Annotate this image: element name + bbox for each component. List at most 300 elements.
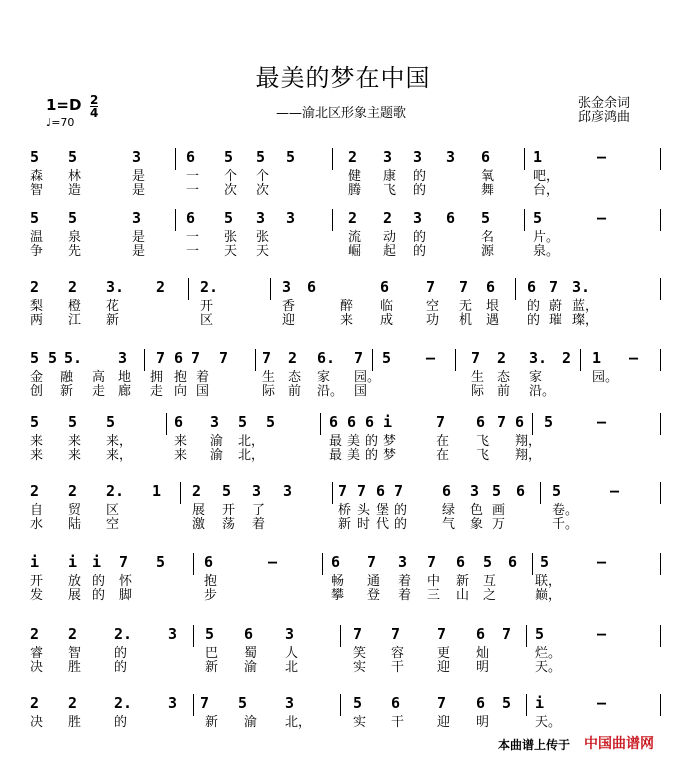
lyrics-verse-1 <box>0 435 686 449</box>
note: – <box>426 349 436 367</box>
lyric-char: 的 <box>394 503 408 518</box>
lyric-char: 山 <box>456 588 470 603</box>
lyric-char: 氧 <box>481 169 495 184</box>
note: 6 <box>376 482 386 500</box>
note: – <box>597 694 607 712</box>
lyric-char: 地 <box>118 370 132 385</box>
lyric-char: 三 <box>427 588 441 603</box>
composer-credit: 邱彦鸿曲 <box>578 110 631 125</box>
lyric-char: 决 <box>30 660 44 675</box>
lyric-char: 是 <box>132 244 146 259</box>
bar-line <box>332 148 333 170</box>
note: 3 <box>285 694 295 712</box>
lyric-char: 之 <box>483 588 497 603</box>
lyric-char: 来 <box>68 434 82 449</box>
lyric-char: 卷。 <box>552 503 579 518</box>
note: 7 <box>391 625 401 643</box>
lyric-char: 台， <box>533 183 560 198</box>
lyric-char: 贸 <box>68 503 82 518</box>
note: 7 <box>426 278 436 296</box>
lyric-char: 抱 <box>174 370 188 385</box>
lyric-char: 醉 <box>340 299 354 314</box>
lyricist-credit: 张金余词 <box>578 96 631 111</box>
time-signature-bottom: 4 <box>90 106 99 120</box>
note: 2. <box>106 482 125 500</box>
lyrics-verse-1 <box>0 647 686 661</box>
lyric-char: 来 <box>174 434 188 449</box>
lyric-char: 登 <box>367 588 381 603</box>
note: – <box>597 553 607 571</box>
note: 5 <box>286 148 296 166</box>
lyric-char: 态 <box>497 370 511 385</box>
lyric-char: 花 <box>106 299 120 314</box>
lyric-char: 展 <box>192 503 206 518</box>
lyric-char: 国 <box>354 384 368 399</box>
lyric-char: 创 <box>30 384 44 399</box>
lyric-char: 中 <box>427 574 441 589</box>
lyric-char: 在 <box>436 434 450 449</box>
bar-line <box>524 209 525 231</box>
note: 6 <box>516 482 526 500</box>
bar-line <box>660 349 661 371</box>
lyric-char: 迎 <box>437 715 451 730</box>
lyric-char: 灿 <box>476 646 490 661</box>
note: 3 <box>256 209 266 227</box>
note: 6. <box>317 349 336 367</box>
bar-line <box>166 413 167 435</box>
lyric-char: 森 <box>30 169 44 184</box>
lyric-char: 北， <box>238 434 265 449</box>
note: 7 <box>156 349 166 367</box>
note: 3 <box>132 209 142 227</box>
lyric-char: 两 <box>30 313 44 328</box>
lyrics-verse-2 <box>0 449 686 463</box>
notes-line <box>0 148 686 168</box>
lyric-char: 代 <box>376 517 390 532</box>
lyric-char: 园。 <box>592 370 619 385</box>
lyric-char: 画 <box>492 503 506 518</box>
notes-line <box>0 278 686 298</box>
note: 7 <box>502 625 512 643</box>
lyric-char: 新 <box>205 660 219 675</box>
lyric-char: 飞 <box>383 183 397 198</box>
lyric-char: 新 <box>456 574 470 589</box>
lyric-char: 国 <box>196 384 210 399</box>
lyric-char: 个 <box>224 169 238 184</box>
note: 5 <box>30 413 40 431</box>
lyric-char: 实 <box>353 715 367 730</box>
note: 6 <box>476 694 486 712</box>
note: 6 <box>204 553 214 571</box>
note: 7 <box>200 694 210 712</box>
lyric-char: 蓝， <box>572 299 599 314</box>
lyric-char: 来， <box>106 434 133 449</box>
lyric-char: 金 <box>30 370 44 385</box>
note: 7 <box>436 413 446 431</box>
lyric-char: 成 <box>380 313 394 328</box>
note: 5 <box>222 482 232 500</box>
note: – <box>629 349 639 367</box>
note: 2 <box>383 209 393 227</box>
lyric-char: 次 <box>256 183 270 198</box>
note: 5 <box>48 349 58 367</box>
note: – <box>597 413 607 431</box>
note: 3 <box>446 148 456 166</box>
lyric-char: 天。 <box>535 715 562 730</box>
lyric-char: 的 <box>365 434 379 449</box>
note: 5 <box>552 482 562 500</box>
lyrics-verse-1 <box>0 371 686 385</box>
bar-line <box>660 625 661 647</box>
lyric-char: 动 <box>383 230 397 245</box>
lyric-char: 迎 <box>282 313 296 328</box>
note: 6 <box>515 413 525 431</box>
lyrics-verse-1 <box>0 716 686 730</box>
lyric-char: 色 <box>470 503 484 518</box>
note: 3 <box>286 209 296 227</box>
lyric-char: 融 <box>60 370 74 385</box>
note: 7 <box>119 553 129 571</box>
lyric-char: 北 <box>285 660 299 675</box>
song-subtitle: ——渝北区形象主题歌 <box>276 106 407 121</box>
note: 3 <box>210 413 220 431</box>
note: 7 <box>262 349 272 367</box>
note: 2 <box>30 278 40 296</box>
note: 6 <box>365 413 375 431</box>
lyric-char: 自 <box>30 503 44 518</box>
lyric-char: 的 <box>114 646 128 661</box>
note: 2 <box>30 694 40 712</box>
lyric-char: 北， <box>285 715 312 730</box>
lyric-char: 智 <box>30 183 44 198</box>
bar-line <box>193 694 194 716</box>
note: 7 <box>354 349 364 367</box>
score-row <box>0 209 686 259</box>
lyric-char: 橙 <box>68 299 82 314</box>
lyric-char: 一 <box>186 244 200 259</box>
site-logo: 中国曲谱网 <box>584 736 654 752</box>
lyric-char: 蔚 <box>549 299 563 314</box>
lyrics-verse-1 <box>0 300 686 314</box>
bar-line <box>540 482 541 504</box>
lyric-char: 无 <box>459 299 473 314</box>
bar-line <box>660 694 661 716</box>
lyric-char: 走 <box>92 384 106 399</box>
lyric-char: 怀 <box>119 574 133 589</box>
note: 7 <box>394 482 404 500</box>
lyric-char: 来 <box>30 434 44 449</box>
note: 3 <box>132 148 142 166</box>
lyric-char: 区 <box>200 313 214 328</box>
lyric-char: 智 <box>68 646 82 661</box>
bar-line <box>455 349 456 371</box>
notes-line <box>0 553 686 573</box>
lyric-char: 更 <box>437 646 451 661</box>
note: 3. <box>106 278 125 296</box>
lyric-char: 开 <box>200 299 214 314</box>
lyric-char: 新 <box>106 313 120 328</box>
lyric-char: 张 <box>224 230 238 245</box>
lyric-char: 胜 <box>68 715 82 730</box>
bar-line <box>175 148 176 170</box>
lyric-char: 展 <box>68 588 82 603</box>
note: 5 <box>106 413 116 431</box>
lyric-char: 放 <box>68 574 82 589</box>
lyric-char: 来 <box>174 448 188 463</box>
note: 3 <box>413 209 423 227</box>
lyric-char: 拥 <box>150 370 164 385</box>
note: 2 <box>68 482 78 500</box>
lyric-char: 泉 <box>68 230 82 245</box>
note: 7 <box>338 482 348 500</box>
lyric-char: 美 <box>347 434 361 449</box>
note: 5 <box>238 694 248 712</box>
lyric-char: 梦 <box>383 448 397 463</box>
lyric-char: 干 <box>391 660 405 675</box>
lyric-char: 互 <box>483 574 497 589</box>
note: 2 <box>30 482 40 500</box>
note: 5 <box>238 413 248 431</box>
bar-line <box>660 278 661 300</box>
lyric-char: 发 <box>30 588 44 603</box>
lyric-char: 一 <box>186 183 200 198</box>
note: 5 <box>353 694 363 712</box>
lyric-char: 功 <box>426 313 440 328</box>
notes-line <box>0 482 686 502</box>
note: 6 <box>307 278 317 296</box>
lyric-char: 江 <box>68 313 82 328</box>
time-signature <box>90 94 98 119</box>
note: 6 <box>446 209 456 227</box>
lyric-char: 的 <box>92 588 106 603</box>
score-row <box>0 278 686 328</box>
score-row <box>0 625 686 675</box>
lyric-char: 荡 <box>222 517 236 532</box>
lyric-char: 垠 <box>486 299 500 314</box>
lyrics-verse-1 <box>0 504 686 518</box>
lyrics-verse-2 <box>0 245 686 259</box>
lyric-char: 是 <box>132 169 146 184</box>
note: 3 <box>283 482 293 500</box>
bar-line <box>660 209 661 231</box>
note: 5 <box>540 553 550 571</box>
bar-line <box>188 278 189 300</box>
lyric-char: 康 <box>383 169 397 184</box>
note: 5 <box>535 625 545 643</box>
note: 1 <box>592 349 602 367</box>
note: 2 <box>68 278 78 296</box>
note: 7 <box>437 625 447 643</box>
lyric-char: 天。 <box>535 660 562 675</box>
note: 3 <box>413 148 423 166</box>
note: 3 <box>285 625 295 643</box>
bar-line <box>193 553 194 575</box>
lyric-char: 香 <box>282 299 296 314</box>
lyric-char: 向 <box>174 384 188 399</box>
lyric-char: 胜 <box>68 660 82 675</box>
lyric-char: 千。 <box>552 517 579 532</box>
lyric-char: 来 <box>68 448 82 463</box>
upload-note: 本曲谱上传于 <box>498 738 571 752</box>
lyric-char: 堡 <box>376 503 390 518</box>
note: 6 <box>186 148 196 166</box>
score-row <box>0 694 686 734</box>
note: 7 <box>549 278 559 296</box>
lyric-char: 蜀 <box>244 646 258 661</box>
lyric-char: 迎 <box>437 660 451 675</box>
bar-line <box>320 413 321 435</box>
note: 7 <box>219 349 229 367</box>
lyric-char: 绿 <box>442 503 456 518</box>
note: 5 <box>68 209 78 227</box>
lyric-char: 开 <box>30 574 44 589</box>
lyric-char: 巅， <box>535 588 562 603</box>
note: 5 <box>502 694 512 712</box>
note: 7 <box>459 278 469 296</box>
bar-line <box>332 482 333 504</box>
lyric-char: 的 <box>365 448 379 463</box>
time-signature-top: 2 <box>90 93 99 107</box>
note: 7 <box>497 413 507 431</box>
lyric-char: 时 <box>357 517 371 532</box>
lyric-char: 廊 <box>118 384 132 399</box>
lyric-char: 巴 <box>205 646 219 661</box>
note: 2 <box>562 349 572 367</box>
lyric-char: 渝 <box>244 660 258 675</box>
lyric-char: 造 <box>68 183 82 198</box>
lyric-char: 是 <box>132 183 146 198</box>
lyric-char: 态 <box>288 370 302 385</box>
lyric-char: 生 <box>471 370 485 385</box>
lyrics-verse-2 <box>0 589 686 603</box>
note: 7 <box>437 694 447 712</box>
lyrics-verse-1 <box>0 575 686 589</box>
lyric-char: 的 <box>413 230 427 245</box>
note: 2 <box>68 625 78 643</box>
lyric-char: 烂。 <box>535 646 562 661</box>
note: 2 <box>68 694 78 712</box>
lyric-char: 决 <box>30 715 44 730</box>
note: 2 <box>348 148 358 166</box>
bar-line <box>580 349 581 371</box>
lyric-char: 人 <box>285 646 299 661</box>
notes-line <box>0 694 686 714</box>
lyric-char: 在 <box>436 448 450 463</box>
lyric-char: 前 <box>497 384 511 399</box>
lyric-char: 遇 <box>486 313 500 328</box>
lyric-char: 起 <box>383 244 397 259</box>
lyric-char: 步 <box>204 588 218 603</box>
note: 6 <box>527 278 537 296</box>
note: 5 <box>544 413 554 431</box>
lyric-char: 天 <box>224 244 238 259</box>
score-row <box>0 148 686 198</box>
lyric-char: 吧， <box>533 169 560 184</box>
bar-line <box>270 278 271 300</box>
lyric-char: 的 <box>114 660 128 675</box>
note: 2 <box>288 349 298 367</box>
lyric-char: 璀 <box>549 313 563 328</box>
note: 5 <box>481 209 491 227</box>
bar-line <box>660 482 661 504</box>
note: 3 <box>252 482 262 500</box>
bar-line <box>193 625 194 647</box>
note: 2 <box>156 278 166 296</box>
lyric-char: 走 <box>150 384 164 399</box>
note: 2 <box>30 625 40 643</box>
note: 1 <box>152 482 162 500</box>
note: 6 <box>186 209 196 227</box>
lyric-char: 象 <box>470 517 484 532</box>
lyric-char: 的 <box>527 313 541 328</box>
lyric-char: 了 <box>252 503 266 518</box>
lyric-char: 脚 <box>119 588 133 603</box>
score-row <box>0 482 686 532</box>
lyric-char: 的 <box>413 183 427 198</box>
lyric-char: 腾 <box>348 183 362 198</box>
note: 5 <box>533 209 543 227</box>
lyric-char: 明 <box>476 715 490 730</box>
note: 5 <box>156 553 166 571</box>
lyric-char: 的 <box>114 715 128 730</box>
lyric-char: 崛 <box>348 244 362 259</box>
score-row <box>0 413 686 463</box>
lyric-char: 干 <box>391 715 405 730</box>
note: 3 <box>118 349 128 367</box>
lyrics-verse-2 <box>0 314 686 328</box>
note: 5 <box>68 413 78 431</box>
lyric-char: 抱 <box>204 574 218 589</box>
bar-line <box>372 349 373 371</box>
lyric-char: 翔， <box>515 434 542 449</box>
note: 5 <box>30 349 40 367</box>
lyric-char: 渝 <box>244 715 258 730</box>
lyric-char: 新 <box>205 715 219 730</box>
lyric-char: 北， <box>238 448 265 463</box>
note: – <box>597 209 607 227</box>
bar-line <box>175 209 176 231</box>
note: 3 <box>282 278 292 296</box>
note: 6 <box>347 413 357 431</box>
lyric-char: 是 <box>132 230 146 245</box>
note: 6 <box>508 553 518 571</box>
note: 6 <box>456 553 466 571</box>
lyric-char: 着 <box>252 517 266 532</box>
lyric-char: 次 <box>224 183 238 198</box>
lyric-char: 着 <box>398 588 412 603</box>
lyric-char: 生 <box>262 370 276 385</box>
note: 7 <box>367 553 377 571</box>
lyric-char: 的 <box>394 517 408 532</box>
bar-line <box>526 694 527 716</box>
lyric-char: 高 <box>92 370 106 385</box>
lyric-char: 陆 <box>68 517 82 532</box>
lyric-char: 实 <box>353 660 367 675</box>
lyric-char: 激 <box>192 517 206 532</box>
bar-line <box>532 413 533 435</box>
lyric-char: 流 <box>348 230 362 245</box>
notes-line <box>0 349 686 369</box>
lyric-char: 机 <box>459 313 473 328</box>
note: – <box>597 148 607 166</box>
lyric-char: 容 <box>391 646 405 661</box>
lyric-char: 通 <box>367 574 381 589</box>
lyric-char: 渝 <box>210 448 224 463</box>
note: 5. <box>64 349 83 367</box>
lyric-char: 家 <box>529 370 543 385</box>
lyric-char: 来 <box>30 448 44 463</box>
notes-line <box>0 625 686 645</box>
